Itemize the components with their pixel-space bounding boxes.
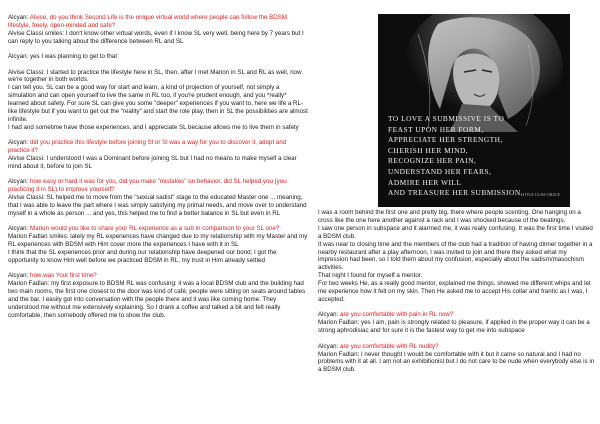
- poster-quote: [388, 114, 564, 199]
- question-text: are you comfortable with RL nudity?: [340, 342, 439, 350]
- interview-answer: For two weeks He, as a really good mentor, explained me things, showed me different whips and let me experience how it felt on my skin. Then He asked me to accept His collar and frantic as I was, I accepted.: [318, 280, 591, 303]
- question-text: did you practice this lifestyle before joining Sl or Sl was a way for you to discover it, adopt and practice it?: [8, 139, 287, 155]
- poster-credit: ~ LITTLE·CLAW·GRACE: [517, 193, 560, 198]
- question-speaker: Alcyan:: [8, 272, 29, 280]
- question-text: are you comfortable with pain in RL now?: [340, 311, 454, 319]
- question-text: how easy or hard it was for you, did you make "mistakes" on behavior, did SL helped you (you practicing it in SL) to improve yourself?: [8, 178, 287, 194]
- interview-answer: Alvise Classi: I understood I was a Dominant before joining SL but I had no means to make myself a clear mind about it, before to join SL: [8, 155, 297, 170]
- interview-paragraph: [8, 14, 308, 46]
- question-speaker: Alcyan:: [8, 14, 29, 21]
- interview-question: [8, 225, 308, 233]
- question-speaker: Alcyan:: [318, 311, 339, 319]
- poster-quote-line: APPRECIATE HER STRENGTH,: [388, 135, 503, 145]
- poster-quote-line: TO LOVE A SUBMISSIVE IS TO: [388, 114, 505, 123]
- interview-paragraph: [8, 69, 308, 132]
- interview-paragraph: [8, 225, 308, 265]
- poster-quote-line: AND TREASURE HER SUBMISSION.: [388, 188, 524, 198]
- right-column: [318, 209, 596, 382]
- interview-question: [8, 14, 308, 30]
- interview-answer: I think that the SL experiences prior and during our relationship have deepened our bond; I got the opportunity to know Him well before we practiced BDSM in RL, my trust in Him already settled: [8, 249, 277, 265]
- interview-answer: Alvise Classi: SL helped me to move from the "sexual sadist" stage to the educated Master one ... meaning, that I was able to leave the part where I was simply satisfying my primal needs, and move over to understand myself in a whole as person ... and yes, this helped me to find a better balance in SL but even in RL: [8, 194, 307, 218]
- quote-poster-image: [378, 14, 570, 207]
- interview-paragraph: [8, 139, 308, 171]
- interview-answer: That night I found for myself a mentor.: [318, 272, 423, 280]
- poster-quote-line: ADMIRE HER WILL: [388, 177, 462, 187]
- question-text: how was Your first time?: [30, 272, 97, 280]
- interview-answer: Alvise Classi smiles: I don't know other virtual words, even if I know SL very well, being here by 7 years but I can reply to you talking about the difference between RL and SL: [8, 29, 304, 45]
- interview-question: [318, 311, 596, 319]
- interview-answer: Alcyan: yes I was planning to get to that: [8, 53, 118, 61]
- interview-paragraph: [318, 209, 596, 304]
- interview-answer: I was a room behind the first one and pretty big, there where people scenting. One hanging on a cross like the one here another against a rack and I was shocked because of the beatings.: [318, 209, 581, 224]
- interview-question: [318, 343, 596, 351]
- interview-answer: It was near to closing time and the members of the club had a tradition of having dinner together in a nearby restaurant after a play afternoon, I was invited to join and there they asked what my impression had been, so I told them about my confusion, especially about the sadism/masochism activities.: [318, 240, 593, 272]
- interview-answer: Marion Fadlan: my first exposure to BDSM RL was confusing: it was a local BDSM club and the building had two main rooms, the first one closest to the door was kind of café; people were sitting on seats around tables and the bar. I easily got into conversation with the people there and it was like coming home. They understood me without me extensively explaining. So I drank a coffee and talked a bit and felt really comfortable, then somebody offered me to show the club.: [8, 280, 306, 319]
- interview-answer: Marion Fadlan: I never thought I would be comfortable with it but it came so natural and I had no problems with it at all. I am not an exhibitionist but I do not care to be nude when everybody else is in a BDSM club.: [318, 350, 595, 374]
- question-text: Alvise, do you think Second Life is the unique virtual world where people can follow the BDSM lifestyle, freely, open-minded and safe?: [8, 14, 287, 29]
- question-speaker: Alcyan:: [8, 139, 29, 147]
- left-column: [8, 14, 308, 327]
- interview-answer: I can tell you, SL can be a good way for start and learn, a kind of projection of yourself, not simply a simulation and can open yourself to live the same in RL too, if you're prudent enough, and you *really* learned about safety. For sure SL can give you some "deeper" experiences if you want to, here we life a RL-like lifestyle but if you want to get out the "reality" and start the role play, then in SL the possibilities are almost infinite.: [8, 84, 308, 123]
- poster-quote-line: RECOGNIZE HER PAIN,: [388, 156, 477, 166]
- interview-question: [8, 139, 308, 155]
- poster-quote-line: FEAST UPON HER FORM,: [388, 124, 484, 134]
- poster-quote-line: UNDERSTAND HER FEARS,: [388, 166, 492, 176]
- interview-paragraph: [318, 311, 596, 335]
- interview-answer: I saw one person in subspace and it alarmed me, it was really confusing. It was the first time I visited a BDSM club.: [318, 224, 593, 240]
- interview-paragraph: [8, 272, 308, 319]
- interview-paragraph: [8, 53, 308, 61]
- interview-answer: I had and sometime have those experiences, and I appreciate SL because allows me to live them in safety: [8, 123, 299, 131]
- interview-answer: Marion Fadlan smiles: lately my RL experiences have changed due to my relationship with my Master and my RL experiences with BDSM with Him cover more the experiences I have with it in SL: [8, 233, 308, 249]
- interview-question: [8, 178, 308, 194]
- question-text: Marion would you like to share your RL experience as a sub in comparison to your SL one?: [30, 225, 280, 233]
- question-speaker: Alcyan:: [318, 342, 339, 350]
- interview-answer: Alvise Classi: I started to practice the lifestyle here in SL, then, after I met Marion in SL and RL as well, now we're together in both worlds.: [8, 68, 302, 84]
- interview-paragraph: [318, 343, 596, 375]
- interview-answer: Marion Fadlan: yes I am, pain is strongly related to pleasure, if applied in the proper way it can be a strong aphrodisiac and for sure it is the fastest way to get me into subspace: [318, 319, 590, 335]
- interview-paragraph: [8, 178, 308, 218]
- question-speaker: Alcyan:: [8, 178, 29, 186]
- question-speaker: Alcyan:: [8, 225, 29, 233]
- interview-question: [8, 272, 308, 280]
- poster-quote-line: CHERISH HER MIND,: [388, 145, 469, 155]
